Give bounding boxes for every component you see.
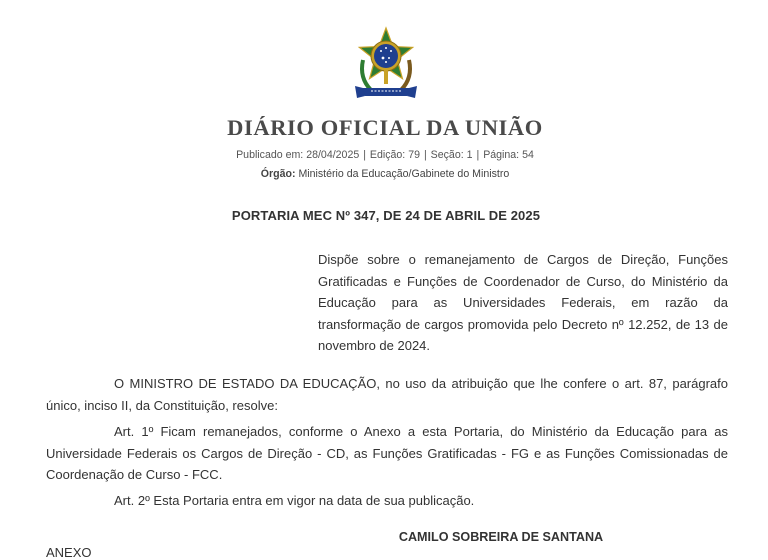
separator: | [476, 149, 480, 161]
preamble-paragraph: O MINISTRO DE ESTADO DA EDUCAÇÃO, no uso da atribuição que lhe confere o art. 87, parágrafo único, inciso II, da Constituição, resolve: [46, 376, 728, 413]
annex-heading: ANEXO [46, 545, 92, 560]
brazil-coat-of-arms-icon [349, 26, 423, 106]
section-number: 1 [466, 149, 473, 161]
article-1-paragraph: Art. 1º Ficam remanejados, conforme o Anexo a esta Portaria, do Ministério da Educação para as Universidade Federais os Cargos de Direção - CD, as Funções Gratificadas - FG e as Funções Comissionadas de Coordenação de Curso - FCC. [46, 424, 728, 482]
published-label: Publicado em: [236, 149, 304, 161]
edition-label: Edição: [369, 149, 406, 161]
ementa-text: Dispõe sobre o remanejamento de Cargos de Direção, Funções Gratificadas e Funções de Coordenador de Curso, do Ministério da Educação para as Universidades Federais, em razão da transformação de cargos promovida pelo Decreto nº 12.252, de 13 de novembro de 2024. [318, 252, 728, 353]
published-date: 28/04/2025 [306, 149, 360, 161]
article-2-paragraph: Art. 2º Esta Portaria entra em vigor na data de sua publicação. [114, 493, 475, 508]
signature: CAMILO SOBREIRA DE SANTANA [398, 530, 604, 544]
gazette-title: DIÁRIO OFICIAL DA UNIÃO [227, 115, 543, 140]
document-heading: PORTARIA MEC Nº 347, DE 24 DE ABRIL DE 2025 [231, 208, 541, 223]
page-number: 54 [522, 149, 534, 161]
organ-name: Ministério da Educação/Gabinete do Ministro [298, 168, 510, 180]
page-label: Página: [483, 149, 520, 161]
separator: | [423, 149, 427, 161]
edition-number: 79 [408, 149, 420, 161]
organ-line [0, 168, 768, 180]
separator: | [363, 149, 366, 161]
organ-label: Órgão: [260, 168, 296, 180]
publication-meta [0, 149, 768, 161]
section-label: Seção: [430, 149, 464, 161]
